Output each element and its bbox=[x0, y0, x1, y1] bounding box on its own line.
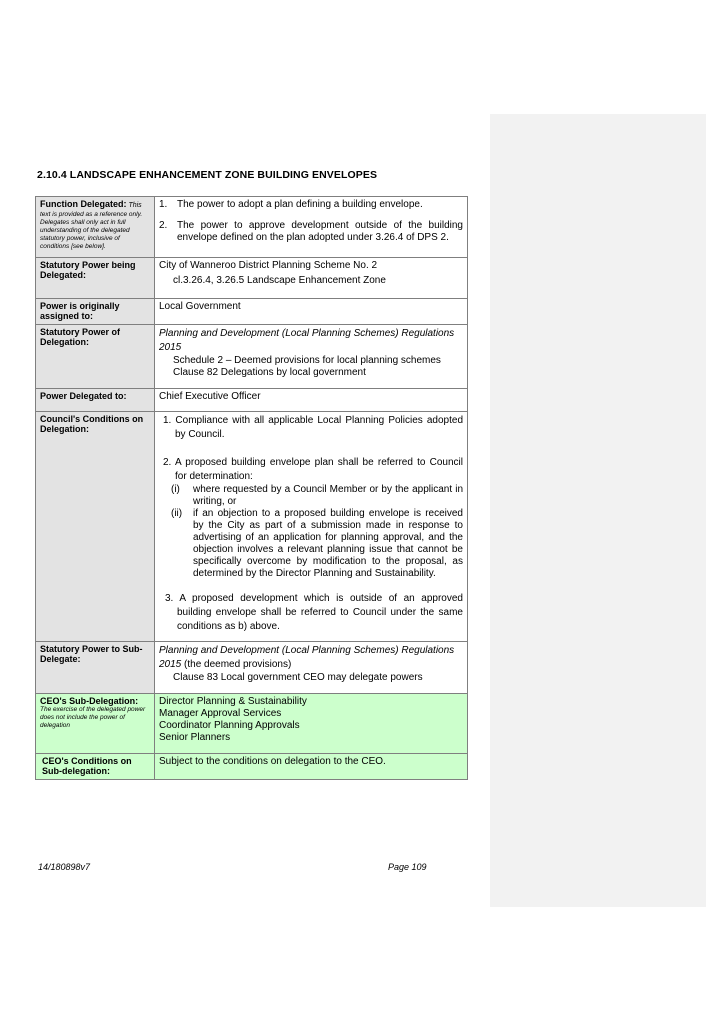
row-originally-assigned bbox=[36, 299, 468, 325]
label-conditions: Council's Conditions on Delegation: bbox=[36, 412, 155, 642]
function-item: 1. The power to adopt a plan defining a building envelope. bbox=[159, 199, 423, 210]
value-sub-delegate-power: Planning and Development (Local Planning Schemes) Regulations 2015 (the deemed provisions) Clause 83 Local government CEO may delegate powers bbox=[155, 642, 468, 694]
note-inline: This bbox=[126, 202, 142, 209]
row-ceo-conditions bbox=[36, 754, 468, 780]
sub-delegation-note: The exercise of the delegated power does not include the power of delegation bbox=[40, 706, 146, 729]
value-ceo-sub-delegation bbox=[155, 694, 468, 754]
document-reference: 14/180898v7 bbox=[38, 862, 91, 872]
row-sub-delegate-power bbox=[36, 642, 468, 694]
row-conditions bbox=[36, 412, 468, 642]
label-power-of-delegation: Statutory Power of Delegation: bbox=[36, 325, 155, 389]
value-statutory-power: City of Wanneroo District Planning Scheme No. 2 cl.3.26.4, 3.26.5 Landscape Enhancement Zone bbox=[155, 258, 468, 299]
officer: Senior Planners bbox=[159, 732, 231, 743]
value-originally-assigned: Local Government bbox=[155, 299, 468, 325]
row-power-of-delegation bbox=[36, 325, 468, 389]
condition-2-sub: (i) where requested by a Council Member or by the applicant in writing, or bbox=[171, 484, 463, 507]
section-title: 2.10.4 LANDSCAPE ENHANCEMENT ZONE BUILDING ENVELOPES bbox=[37, 169, 378, 181]
condition-2: 2. A proposed building envelope plan shall be referred to Council for determination: bbox=[163, 457, 463, 482]
value-ceo-conditions: Subject to the conditions on delegation to the CEO. bbox=[155, 754, 468, 780]
condition-2-sub: (ii) if an objection to a proposed building envelope is received by the City as part of a submission made in response to advertising of an application for planning approval, and the objection involves a relevant planning issue that cannot be specifically overcome by modification to the proposal, as determined by the Director Planning and Sustainability. bbox=[171, 508, 463, 579]
comment-pane bbox=[490, 114, 706, 907]
label-function-delegated: Function Delegated: This text is provided as a reference only. Delegates shall only act in full understanding of the delegated statutory power, inclusive of conditions [see below]. bbox=[36, 197, 155, 258]
label-originally-assigned: Power is originally assigned to: bbox=[36, 299, 155, 325]
delegation-table bbox=[35, 196, 468, 780]
reference-note: text is provided as a reference only. Delegates shall only act in full understanding of the delegated statutory power, inclusive of conditions [see below]. bbox=[40, 211, 143, 250]
officer: Coordinator Planning Approvals bbox=[159, 720, 300, 731]
row-statutory-power bbox=[36, 258, 468, 299]
label-delegated-to: Power Delegated to: bbox=[36, 389, 155, 412]
label-ceo-conditions: CEO's Conditions on Sub-delegation: bbox=[36, 754, 155, 780]
page-number: Page 109 bbox=[388, 862, 427, 872]
condition-3: 3. A proposed development which is outside of an approved building envelope shall be referred to Council under the same conditions as b) above. bbox=[165, 593, 463, 632]
condition-1: 1. Compliance with all applicable Local Planning Policies adopted by Council. bbox=[163, 415, 463, 440]
value-delegated-to: Chief Executive Officer bbox=[155, 389, 468, 412]
row-delegated-to bbox=[36, 389, 468, 412]
value-power-of-delegation: Planning and Development (Local Planning Schemes) Regulations 2015 Schedule 2 – Deemed provisions for local planning schemes Clause 82 Delegations by local government bbox=[155, 325, 468, 389]
label-ceo-sub-delegation: CEO's Sub-Delegation: The exercise of the delegated power does not include the power of delegation bbox=[36, 694, 155, 754]
value-conditions bbox=[155, 412, 468, 642]
row-function-delegated bbox=[36, 197, 468, 258]
officer: Director Planning & Sustainability bbox=[159, 696, 307, 707]
value-function-delegated bbox=[155, 197, 468, 258]
function-item: 2. The power to approve development outside of the building envelope defined on the plan adopted under 3.26.4 of DPS 2. bbox=[159, 220, 463, 243]
row-ceo-sub-delegation bbox=[36, 694, 468, 754]
label-sub-delegate-power: Statutory Power to Sub-Delegate: bbox=[36, 642, 155, 694]
officer: Manager Approval Services bbox=[159, 708, 282, 719]
label-statutory-power: Statutory Power being Delegated: bbox=[36, 258, 155, 299]
